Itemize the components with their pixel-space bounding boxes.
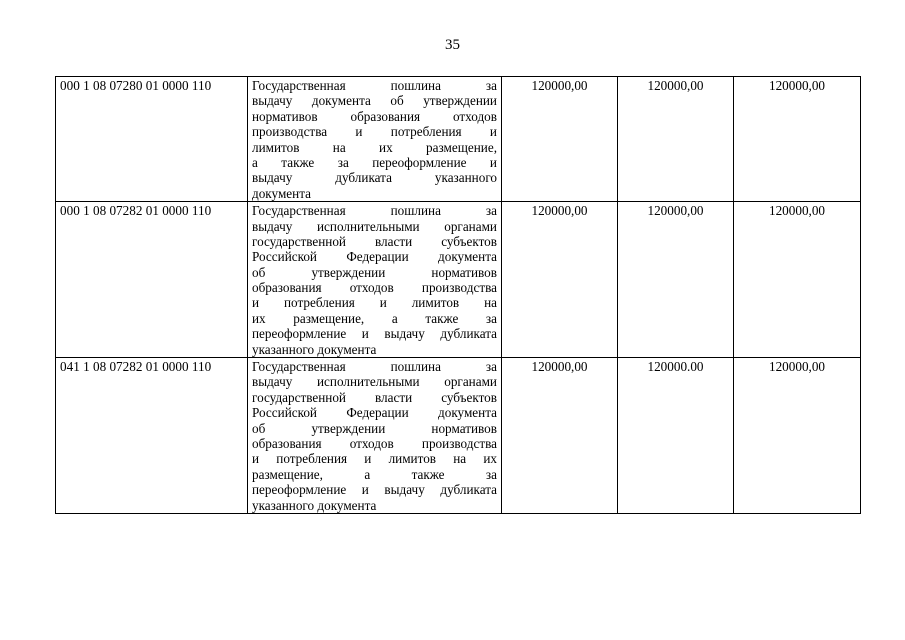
name-line: Государственная пошлина за (252, 203, 497, 219)
amount-cell-1: 120000,00 (502, 77, 618, 202)
name-line: выдачу исполнительными органами (252, 218, 497, 234)
name-line: Государственная пошлина за (252, 78, 497, 93)
amount-cell-3: 120000,00 (734, 202, 861, 358)
name-line: выдачу исполнительными органами (252, 374, 497, 390)
name-line: производства и потребления и (252, 124, 497, 140)
name-line: и потребления и лимитов на (252, 295, 497, 311)
name-line: образования отходов производства (252, 280, 497, 296)
name-line: об утверждении нормативов (252, 264, 497, 280)
name-line: лимитов на их размещение, (252, 139, 497, 155)
amount-cell-3: 120000,00 (734, 77, 861, 202)
name-line: указанного документа (252, 497, 377, 513)
budget-code-cell: 000 1 08 07282 01 0000 110 (56, 202, 248, 358)
amount-cell-1: 120000,00 (502, 202, 618, 358)
table-row (56, 358, 861, 514)
name-line: Государственная пошлина за (252, 359, 497, 375)
name-line: образования отходов производства (252, 435, 497, 451)
name-line: Российской Федерации документа (252, 249, 497, 265)
table-row (56, 77, 861, 202)
name-line: их размещение, а также за (252, 310, 497, 326)
name-line: об утверждении нормативов (252, 420, 497, 436)
amount-cell-2: 120000,00 (618, 202, 734, 358)
name-line: документа (252, 185, 311, 201)
name-line: выдачу дубликата указанного (252, 170, 497, 186)
name-line: выдачу документа об утверждении (252, 93, 497, 109)
name-line: переоформление и выдачу дубликата (252, 326, 497, 342)
table-row (56, 202, 861, 358)
revenue-name-cell (248, 77, 502, 202)
budget-code-cell: 000 1 08 07280 01 0000 110 (56, 77, 248, 202)
table-body (56, 77, 861, 514)
name-line: государственной власти субъектов (252, 233, 497, 249)
amount-cell-3: 120000,00 (734, 358, 861, 514)
name-line: нормативов образования отходов (252, 108, 497, 124)
name-line: Российской Федерации документа (252, 405, 497, 421)
amount-cell-1: 120000,00 (502, 358, 618, 514)
name-line: а также за переоформление и (252, 154, 497, 170)
name-line: переоформление и выдачу дубликата (252, 482, 497, 498)
name-line: указанного документа (252, 341, 377, 357)
name-line: размещение, а также за (252, 466, 497, 482)
revenue-table (55, 76, 861, 514)
revenue-name-cell (248, 202, 502, 358)
page-number: 35 (445, 37, 460, 53)
amount-cell-2: 120000,00 (618, 77, 734, 202)
name-line: государственной власти субъектов (252, 389, 497, 405)
budget-code-cell: 041 1 08 07282 01 0000 110 (56, 358, 248, 514)
amount-cell-2: 120000.00 (618, 358, 734, 514)
name-line: и потребления и лимитов на их (252, 451, 497, 467)
revenue-name-cell (248, 358, 502, 514)
